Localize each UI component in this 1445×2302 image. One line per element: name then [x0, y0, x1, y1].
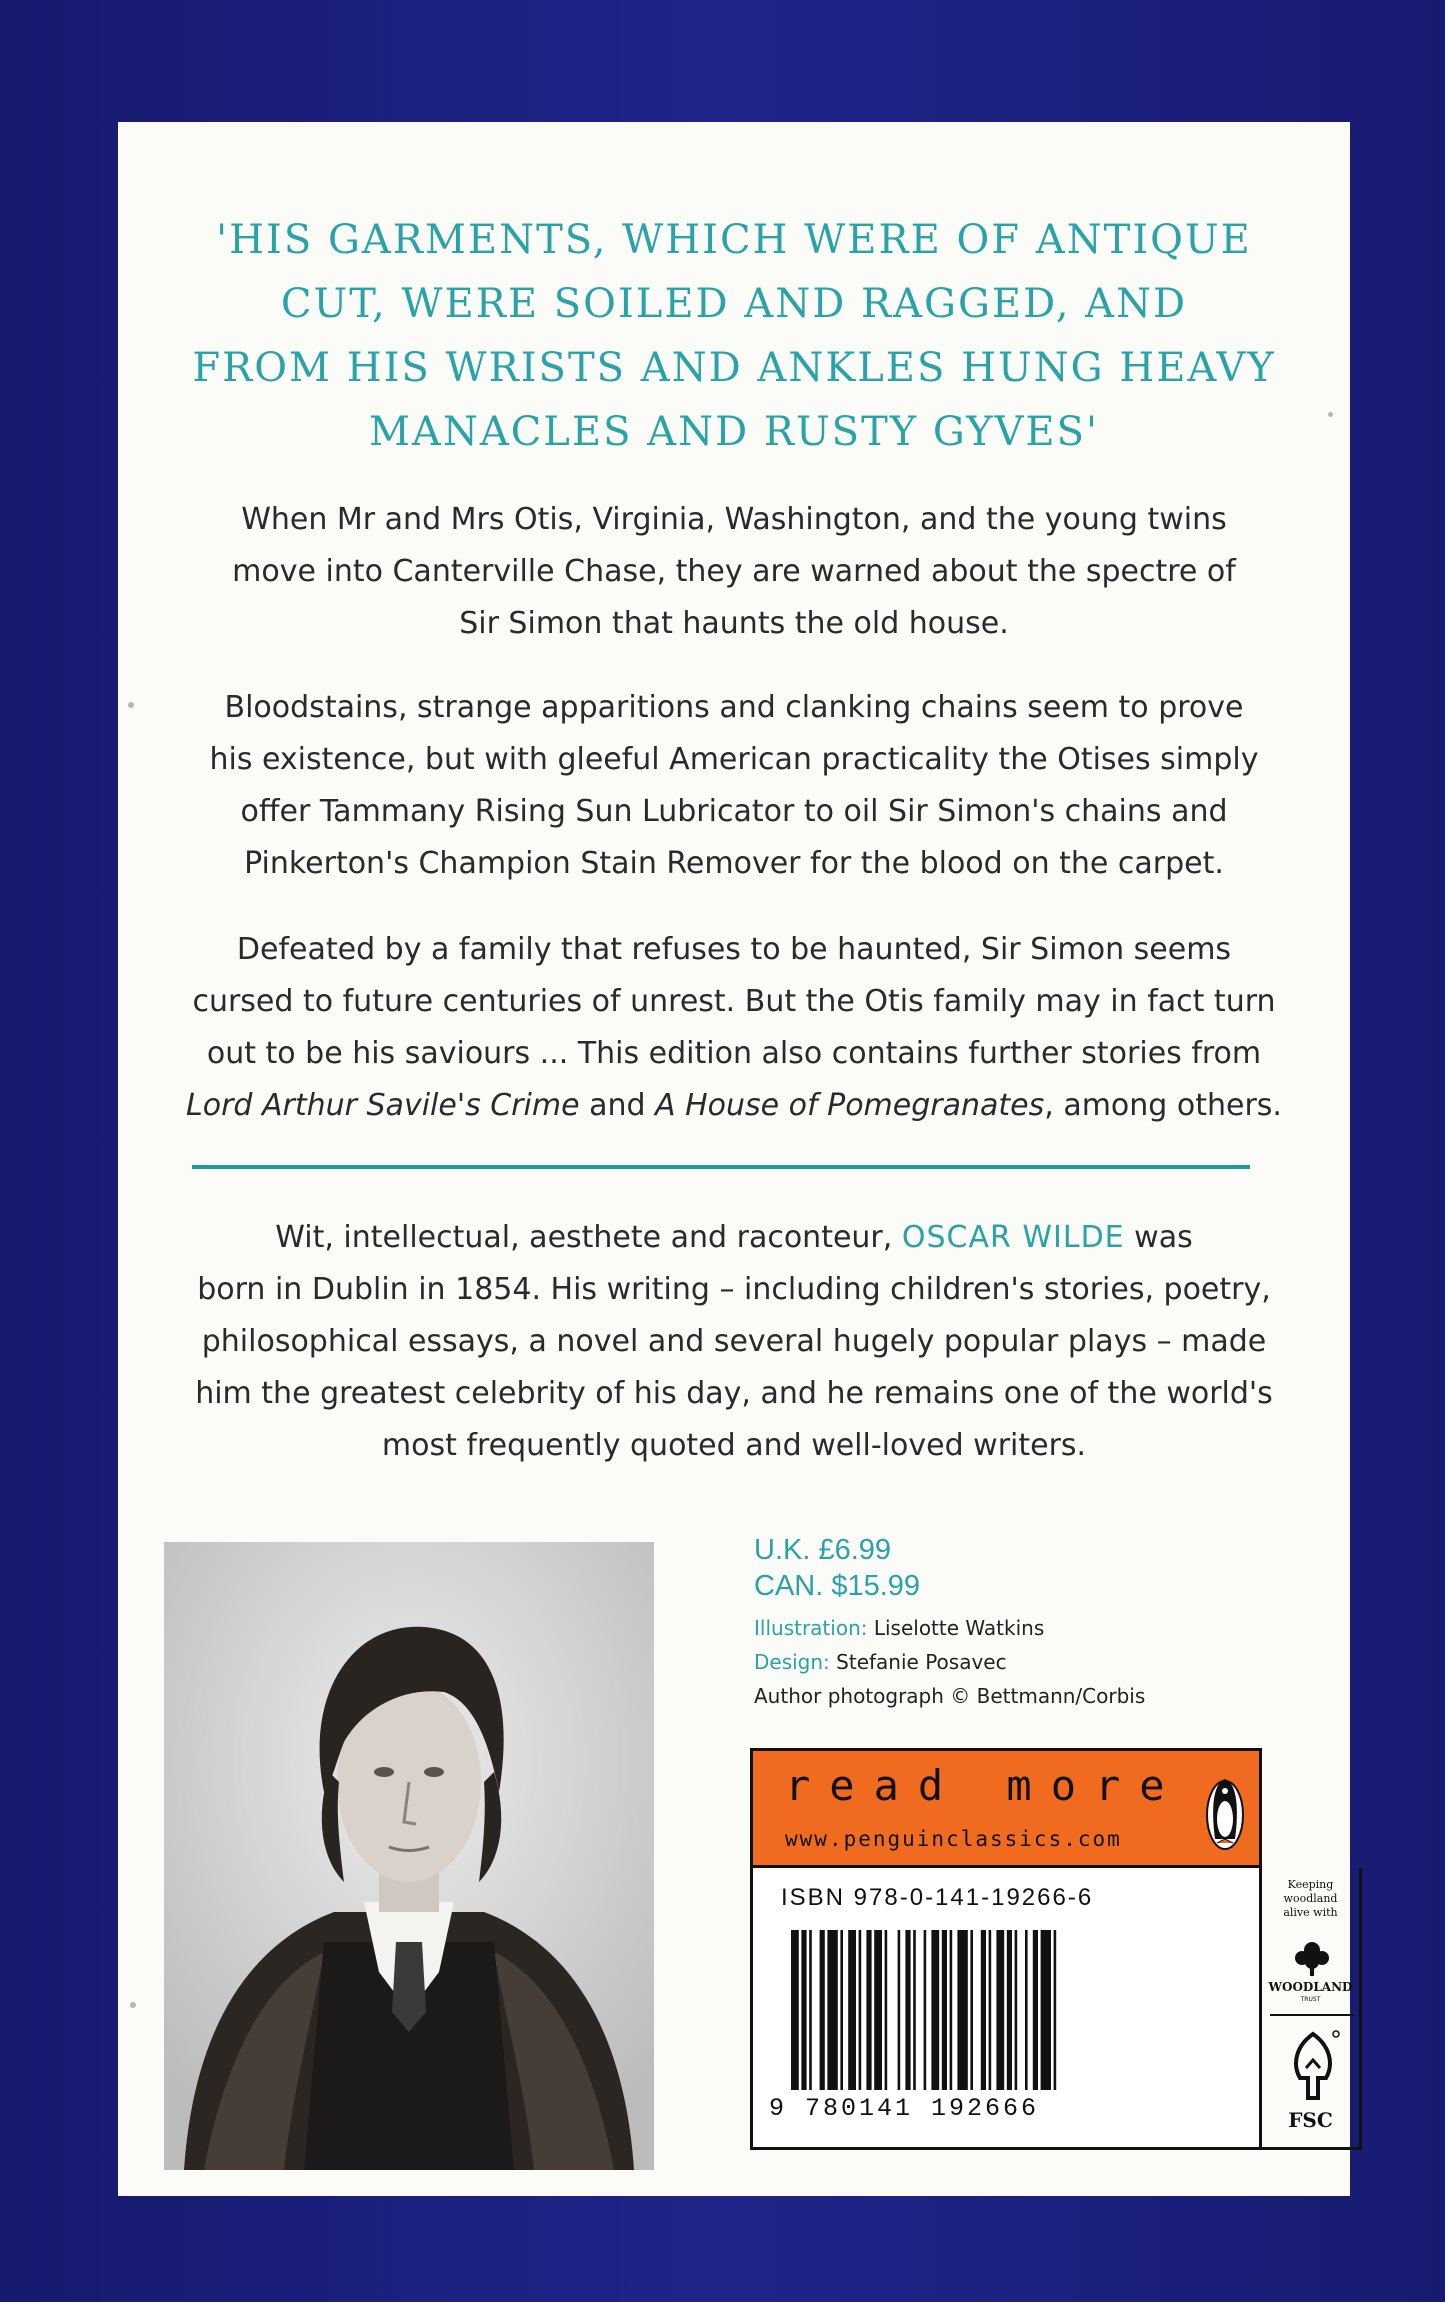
fsc-label: FSC: [1288, 2108, 1333, 2132]
blurb-line: When Mr and Mrs Otis, Virginia, Washington, and the young twins: [241, 502, 1227, 537]
read-more-text: read more: [785, 1761, 1184, 1810]
price-can: CAN. $15.99: [754, 1570, 921, 1602]
barcode-icon: [791, 1930, 1221, 2090]
blurb-line: move into Canterville Chase, they are warned about the spectre of: [232, 554, 1236, 589]
cover-panel: [118, 122, 1353, 2196]
certification-badges: [1262, 1868, 1362, 2150]
speck: [130, 2002, 136, 2008]
quote-line: 'HIS GARMENTS, WHICH WERE OF ANTIQUE: [216, 217, 1252, 263]
design-label: Design:: [754, 1650, 830, 1674]
blurb-line: out to be his saviours ... This edition also contains further stories from: [206, 1036, 1262, 1071]
bio-line: philosophical essays, a novel and several hugely popular plays – made: [201, 1324, 1267, 1359]
blurb-paragraph-3: [158, 924, 1310, 1132]
blurb-line: [158, 1080, 1310, 1132]
barcode-digits: 9 780141 192666: [769, 2094, 1040, 2123]
bio-line: most frequently quoted and well-loved writers.: [381, 1428, 1087, 1463]
keeping-line: woodland: [1283, 1892, 1338, 1905]
keeping-line: Keeping: [1287, 1878, 1334, 1891]
illustration-label: Illustration:: [754, 1616, 868, 1640]
author-photograph: [164, 1542, 654, 2170]
woodland-label: WOODLAND: [1268, 1980, 1353, 1994]
book-title-pomegranates: A House of Pomegranates: [655, 1088, 1045, 1123]
prices: [754, 1532, 920, 1604]
blurb-line: Bloodstains, strange apparitions and clanking chains seem to prove: [224, 690, 1244, 725]
website-url: www.penguinclassics.com: [785, 1827, 1122, 1851]
author-bio: [158, 1212, 1310, 1472]
blurb-paragraph-1: [158, 494, 1310, 650]
pull-quote: [118, 208, 1350, 464]
bio-intro: Wit, intellectual, aesthete and raconteur,: [275, 1220, 902, 1255]
author-portrait-icon: [164, 1542, 654, 2170]
price-uk: U.K. £6.99: [754, 1534, 892, 1566]
book-title-lord-arthur: Lord Arthur Savile's Crime: [186, 1088, 580, 1123]
credits: [754, 1611, 1145, 1713]
bio-was: was: [1124, 1220, 1193, 1255]
fsc-tree-icon: [1286, 2028, 1340, 2106]
credit-photo: Author photograph © Bettmann/Corbis: [754, 1684, 1146, 1708]
read-more-banner: [750, 1748, 1262, 1868]
bio-line: born in Dublin in 1854. His writing – including children's stories, poetry,: [197, 1272, 1271, 1307]
blurb-and: and: [579, 1088, 656, 1123]
section-divider: [192, 1165, 1250, 1169]
badge-divider: [1270, 2014, 1354, 2016]
blurb-line: offer Tammany Rising Sun Lubricator to oil Sir Simon's chains and: [240, 794, 1228, 829]
blurb-line: Sir Simon that haunts the old house.: [459, 606, 1009, 641]
blurb-line: Defeated by a family that refuses to be haunted, Sir Simon seems: [236, 932, 1232, 967]
blurb-line: Pinkerton's Champion Stain Remover for the blood on the carpet.: [244, 846, 1224, 881]
keeping-line: alive with: [1283, 1906, 1338, 1919]
blurb-line: cursed to future centuries of unrest. But the Otis family may in fact turn: [192, 984, 1276, 1019]
quote-line: FROM HIS WRISTS AND ANKLES HUNG HEAVY: [192, 345, 1276, 391]
blurb-line: his existence, but with gleeful American practicality the Otises simply: [209, 742, 1259, 777]
illustration-name: Liselotte Watkins: [867, 1616, 1045, 1640]
blurb-end: , among others.: [1044, 1088, 1282, 1123]
author-name: OSCAR WILDE: [901, 1220, 1125, 1255]
quote-line: MANACLES AND RUSTY GYVES': [368, 409, 1100, 455]
trust-label: TRUST: [1300, 1996, 1321, 2003]
bio-line: him the greatest celebrity of his day, and he remains one of the world's: [195, 1376, 1273, 1411]
credit-illustration: [754, 1611, 1145, 1645]
penguin-logo-icon: [1205, 1769, 1245, 1851]
isbn-number: ISBN 978-0-141-19266-6: [781, 1884, 1094, 1911]
woodland-trust-caption: [1262, 1878, 1359, 1920]
speck: [128, 702, 134, 708]
barcode-box: [750, 1868, 1262, 2150]
blurb-paragraph-2: [158, 682, 1310, 890]
speck: [1328, 412, 1333, 417]
woodland-tree-icon: [1290, 1938, 1334, 1978]
credit-design: [754, 1645, 1145, 1679]
quote-line: CUT, WERE SOILED AND RAGGED, AND: [280, 281, 1188, 327]
design-name: Stefanie Posavec: [829, 1650, 1007, 1674]
bio-line: [158, 1212, 1310, 1264]
